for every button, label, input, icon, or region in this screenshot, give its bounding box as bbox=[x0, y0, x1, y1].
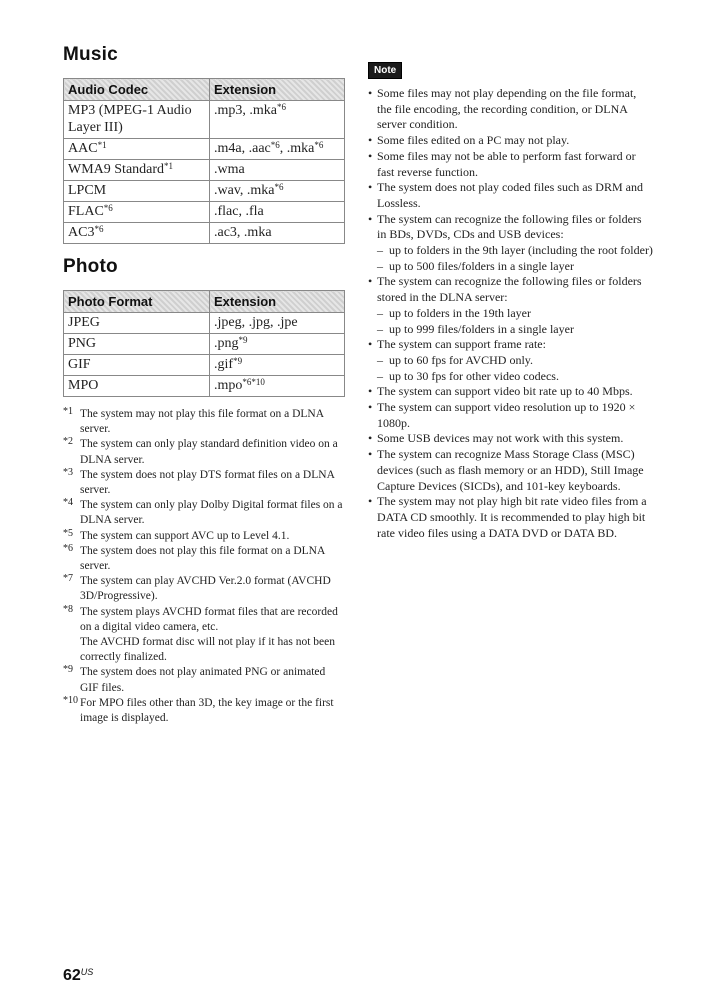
table-row bbox=[64, 160, 345, 181]
bullet-icon: • bbox=[368, 274, 373, 289]
note-bullet bbox=[368, 274, 653, 305]
note-sub-text: up to 999 files/folders in a single layer bbox=[389, 321, 574, 336]
note-text: Some files edited on a PC may not play. bbox=[377, 133, 570, 148]
table-row bbox=[64, 355, 345, 376]
note-bullet bbox=[368, 133, 653, 149]
footnote: *3 The system does not play DTS format files on a DLNA server. bbox=[63, 466, 335, 497]
dash-icon: – bbox=[377, 305, 383, 320]
table-row bbox=[64, 139, 345, 160]
note-bullet bbox=[368, 447, 653, 494]
table-row bbox=[64, 202, 345, 223]
footnote: *1 The system may not play this file format on a DLNA server. bbox=[63, 406, 324, 436]
dash-icon: – bbox=[377, 243, 383, 258]
music-heading: Music bbox=[63, 44, 118, 65]
bullet-icon: • bbox=[368, 86, 373, 100]
format-cell: GIF bbox=[64, 355, 210, 376]
table-row bbox=[64, 223, 345, 244]
footnote: *9 The system does not play animated PNG or animated GIF files. bbox=[63, 664, 326, 694]
note-text: The system can recognize the following files or folders stored in the DLNA server: bbox=[377, 274, 642, 305]
dash-icon: – bbox=[377, 368, 383, 383]
footnote: *4 The system can only play Dolby Digital format files on a DLNA server. bbox=[63, 497, 343, 527]
note-text: The system can recognize the following files or folders in BDs, DVDs, CDs and USB devices: bbox=[377, 211, 642, 242]
extension-cell: .png$^{*9}$ bbox=[210, 334, 345, 355]
dash-icon: – bbox=[377, 352, 383, 367]
note-sub-text: up to folders in the 9th layer (including the root folder) bbox=[389, 243, 653, 258]
note-sub-text: up to folders in the 19th layer bbox=[389, 305, 531, 320]
footnote: *8 The system plays AVCHD format files that are recorded on a digital video camera, etc. The AVCHD format disc will not play if it has not been correctly finalized. bbox=[63, 603, 338, 664]
note-text: Some files may not be able to perform fast forward or fast reverse function. bbox=[377, 148, 636, 179]
note-bullet bbox=[368, 384, 653, 400]
extension-cell: .jpeg, .jpg, .jpe bbox=[210, 313, 345, 334]
page-number: $62^{US}$ bbox=[63, 967, 94, 984]
bullet-icon: • bbox=[368, 133, 373, 148]
codec-cell: AC3$^{*6}$ bbox=[64, 223, 210, 244]
note-text: The system may not play high bit rate video files from a DATA CD smoothly. It is recommended to play high bit rate video files using a DATA DVD or DATA BD. bbox=[377, 494, 647, 540]
photo-table-header bbox=[64, 291, 345, 313]
codec-cell: WMA9 Standard$^{*1}$ bbox=[64, 160, 210, 181]
bullet-icon: • bbox=[368, 384, 373, 399]
header-audio-codec: Audio Codec bbox=[64, 79, 210, 101]
footnote: *7 The system can play AVCHD Ver.2.0 format (AVCHD 3D/Progressive). bbox=[63, 573, 331, 603]
note-sub-bullet bbox=[368, 369, 653, 385]
table-row bbox=[64, 181, 345, 202]
footnote: *5 The system can support AVC up to Level 4.1. bbox=[63, 527, 290, 542]
music-table bbox=[63, 78, 345, 244]
note-list bbox=[368, 86, 653, 541]
note-text: The system can support video bit rate up to 40 Mbps. bbox=[377, 384, 633, 399]
note-sub-bullet bbox=[368, 353, 653, 369]
note-bullet bbox=[368, 431, 653, 447]
note-text: The system does not play coded files such as DRM and Lossless. bbox=[377, 180, 643, 210]
bullet-icon: • bbox=[368, 211, 373, 226]
table-row bbox=[64, 376, 345, 397]
header-extension: Extension bbox=[210, 79, 345, 101]
extension-cell: .wma bbox=[210, 160, 345, 181]
note-sub-bullet bbox=[368, 322, 653, 338]
note-bullet bbox=[368, 180, 653, 211]
bullet-icon: • bbox=[368, 337, 373, 352]
note-bullet bbox=[368, 400, 653, 431]
photo-table bbox=[63, 290, 345, 397]
note-sub-bullet bbox=[368, 306, 653, 322]
note-bullet bbox=[368, 337, 653, 353]
footnote: *6 The system does not play this file format on a DLNA server. bbox=[63, 542, 325, 573]
extension-cell: .mpo$^{*6*10}$ bbox=[210, 376, 345, 397]
photo-heading: Photo bbox=[63, 256, 118, 277]
header-photo-format: Photo Format bbox=[64, 291, 210, 313]
note-sub-bullet bbox=[368, 259, 653, 275]
bullet-icon: • bbox=[368, 447, 373, 462]
table-row bbox=[64, 313, 345, 334]
note-sub-bullet bbox=[368, 243, 653, 259]
bullet-icon: • bbox=[368, 494, 373, 509]
extension-cell: .flac, .fla bbox=[210, 202, 345, 223]
note-bullet bbox=[368, 212, 653, 243]
bullet-icon: • bbox=[368, 180, 373, 195]
footnotes bbox=[63, 407, 345, 726]
note-bullet bbox=[368, 86, 653, 133]
bullet-icon: • bbox=[368, 431, 373, 446]
footnote: *10 For MPO files other than 3D, the key image or the first image is displayed. bbox=[63, 694, 334, 725]
bullet-icon: • bbox=[368, 148, 373, 163]
music-table-header bbox=[64, 79, 345, 101]
dash-icon: – bbox=[377, 321, 383, 336]
extension-cell: .mp3, .mka$^{*6}$ bbox=[210, 101, 345, 139]
codec-cell: AAC$^{*1}$ bbox=[64, 139, 210, 160]
extension-cell: .ac3, .mka bbox=[210, 223, 345, 244]
note-text: The system can support frame rate: bbox=[377, 337, 546, 352]
note-bullet bbox=[368, 494, 653, 541]
note-text: Some files may not play depending on the file format, the file encoding, the recording condition, or DLNA server condition. bbox=[377, 86, 637, 132]
note-badge: Note bbox=[368, 62, 402, 79]
note-text: The system can recognize Mass Storage Class (MSC) devices (such as flash memory or an HDD), Still Image Capture Devices (SICDs), and 101-key keyboards. bbox=[377, 447, 644, 493]
footnote: *2 The system can only play standard definition video on a DLNA server. bbox=[63, 436, 338, 466]
note-text: Some USB devices may not work with this system. bbox=[377, 431, 624, 446]
right-column bbox=[368, 60, 653, 541]
extension-cell: .m4a, .aac$^{*6}$, .mka$^{*6}$ bbox=[210, 139, 345, 160]
codec-cell: LPCM bbox=[64, 181, 210, 202]
bullet-icon: • bbox=[368, 400, 373, 415]
table-row bbox=[64, 334, 345, 355]
format-cell: PNG bbox=[64, 334, 210, 355]
note-bullet bbox=[368, 149, 653, 180]
note-sub-text: up to 60 fps for AVCHD only. bbox=[389, 352, 534, 367]
header-extension: Extension bbox=[210, 291, 345, 313]
format-cell: MPO bbox=[64, 376, 210, 397]
note-sub-text: up to 30 fps for other video codecs. bbox=[389, 368, 559, 383]
table-row bbox=[64, 101, 345, 139]
extension-cell: .gif$^{*9}$ bbox=[210, 355, 345, 376]
dash-icon: – bbox=[377, 258, 383, 273]
extension-cell: .wav, .mka$^{*6}$ bbox=[210, 181, 345, 202]
format-cell: JPEG bbox=[64, 313, 210, 334]
note-sub-text: up to 500 files/folders in a single layer bbox=[389, 258, 574, 273]
codec-cell: MP3 (MPEG-1 Audio Layer III) bbox=[64, 101, 210, 139]
codec-cell: FLAC$^{*6}$ bbox=[64, 202, 210, 223]
note-text: The system can support video resolution up to 1920 × 1080p. bbox=[377, 400, 636, 430]
left-column bbox=[63, 44, 345, 726]
